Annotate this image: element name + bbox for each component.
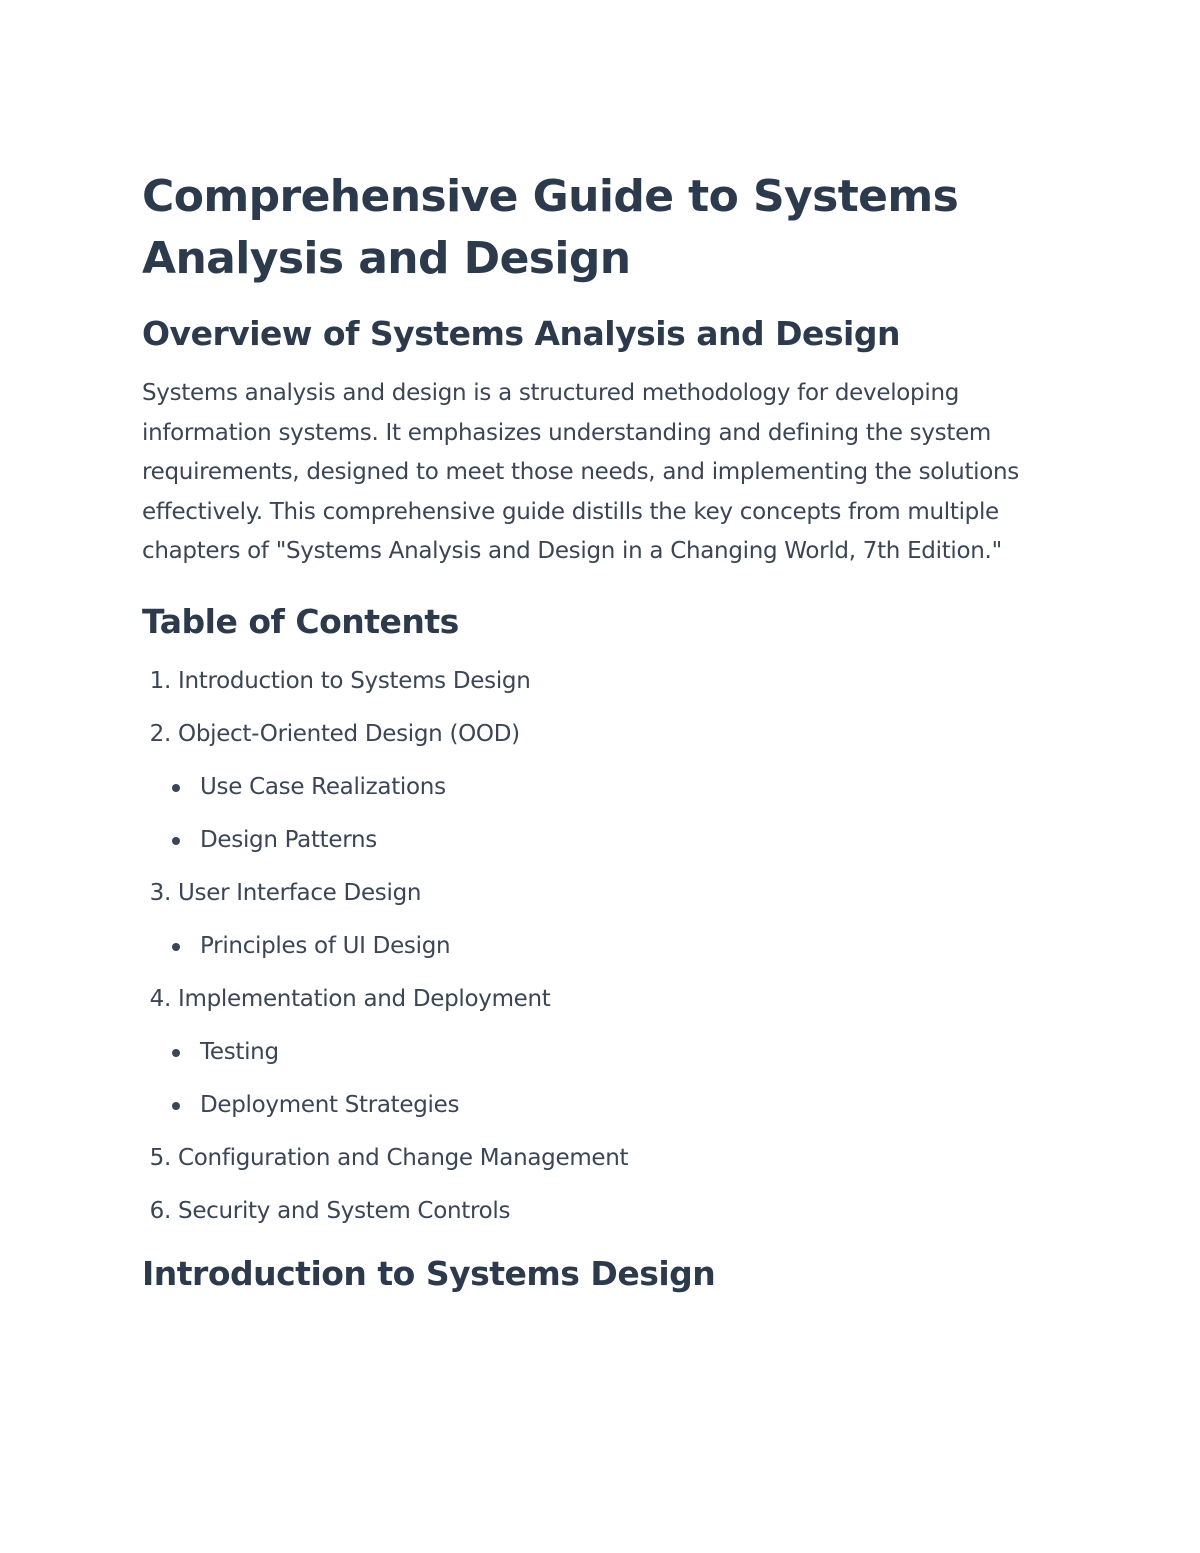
bullet-icon <box>172 943 180 951</box>
table-of-contents <box>142 666 1072 1226</box>
toc-subitem <box>170 772 1072 802</box>
toc-item-number: 1. <box>149 667 171 694</box>
toc-heading: Table of Contents <box>142 601 459 641</box>
toc-item-number: 6. <box>149 1197 171 1224</box>
toc-subitem-label: Design Patterns <box>200 826 377 853</box>
toc-sublist <box>142 931 1072 961</box>
toc-item-label: User Interface Design <box>178 879 422 906</box>
toc-sublist <box>142 1037 1072 1120</box>
toc-subitem <box>170 1090 1072 1120</box>
toc-subitem <box>170 931 1072 961</box>
toc-item-number: 2. <box>149 720 171 747</box>
toc-item-label: Implementation and Deployment <box>178 985 551 1012</box>
toc-item-label: Configuration and Change Management <box>178 1144 629 1171</box>
toc-item-number: 3. <box>149 879 171 906</box>
intro-heading: Introduction to Systems Design <box>142 1253 716 1293</box>
bullet-icon <box>172 784 180 792</box>
toc-item-2 <box>142 719 1072 855</box>
overview-paragraph: Systems analysis and design is a structured methodology for developing information systems. It emphasizes understanding and defining the system requirements, designed to meet those needs, and implementing the solutions effectively. This comprehensive guide distills the key concepts from multiple chapters of "Systems Analysis and Design in a Changing World, 7th Edition." <box>142 380 1019 564</box>
toc-item-label: Introduction to Systems Design <box>178 667 531 694</box>
toc-subitem-label: Deployment Strategies <box>200 1091 460 1118</box>
bullet-icon <box>172 1049 180 1057</box>
toc-item-number: 5. <box>149 1144 171 1171</box>
toc-item-label: Object-Oriented Design (OOD) <box>178 720 520 747</box>
document-page <box>142 166 1072 1296</box>
bullet-icon <box>172 837 180 845</box>
toc-subitem-label: Testing <box>200 1038 279 1065</box>
toc-sublist <box>142 772 1072 855</box>
bullet-icon <box>172 1102 180 1110</box>
toc-item-5 <box>142 1143 1072 1173</box>
toc-subitem <box>170 1037 1072 1067</box>
toc-item-4 <box>142 984 1072 1120</box>
toc-subitem-label: Use Case Realizations <box>200 773 446 800</box>
toc-item-3 <box>142 878 1072 961</box>
toc-item-number: 4. <box>149 985 171 1012</box>
document-title: Comprehensive Guide to Systems Analysis and Design <box>142 171 959 284</box>
toc-subitem <box>170 825 1072 855</box>
toc-item-6 <box>142 1196 1072 1226</box>
toc-item-1 <box>142 666 1072 696</box>
toc-subitem-label: Principles of UI Design <box>200 932 451 959</box>
toc-item-label: Security and System Controls <box>178 1197 511 1224</box>
overview-heading: Overview of Systems Analysis and Design <box>142 314 900 353</box>
